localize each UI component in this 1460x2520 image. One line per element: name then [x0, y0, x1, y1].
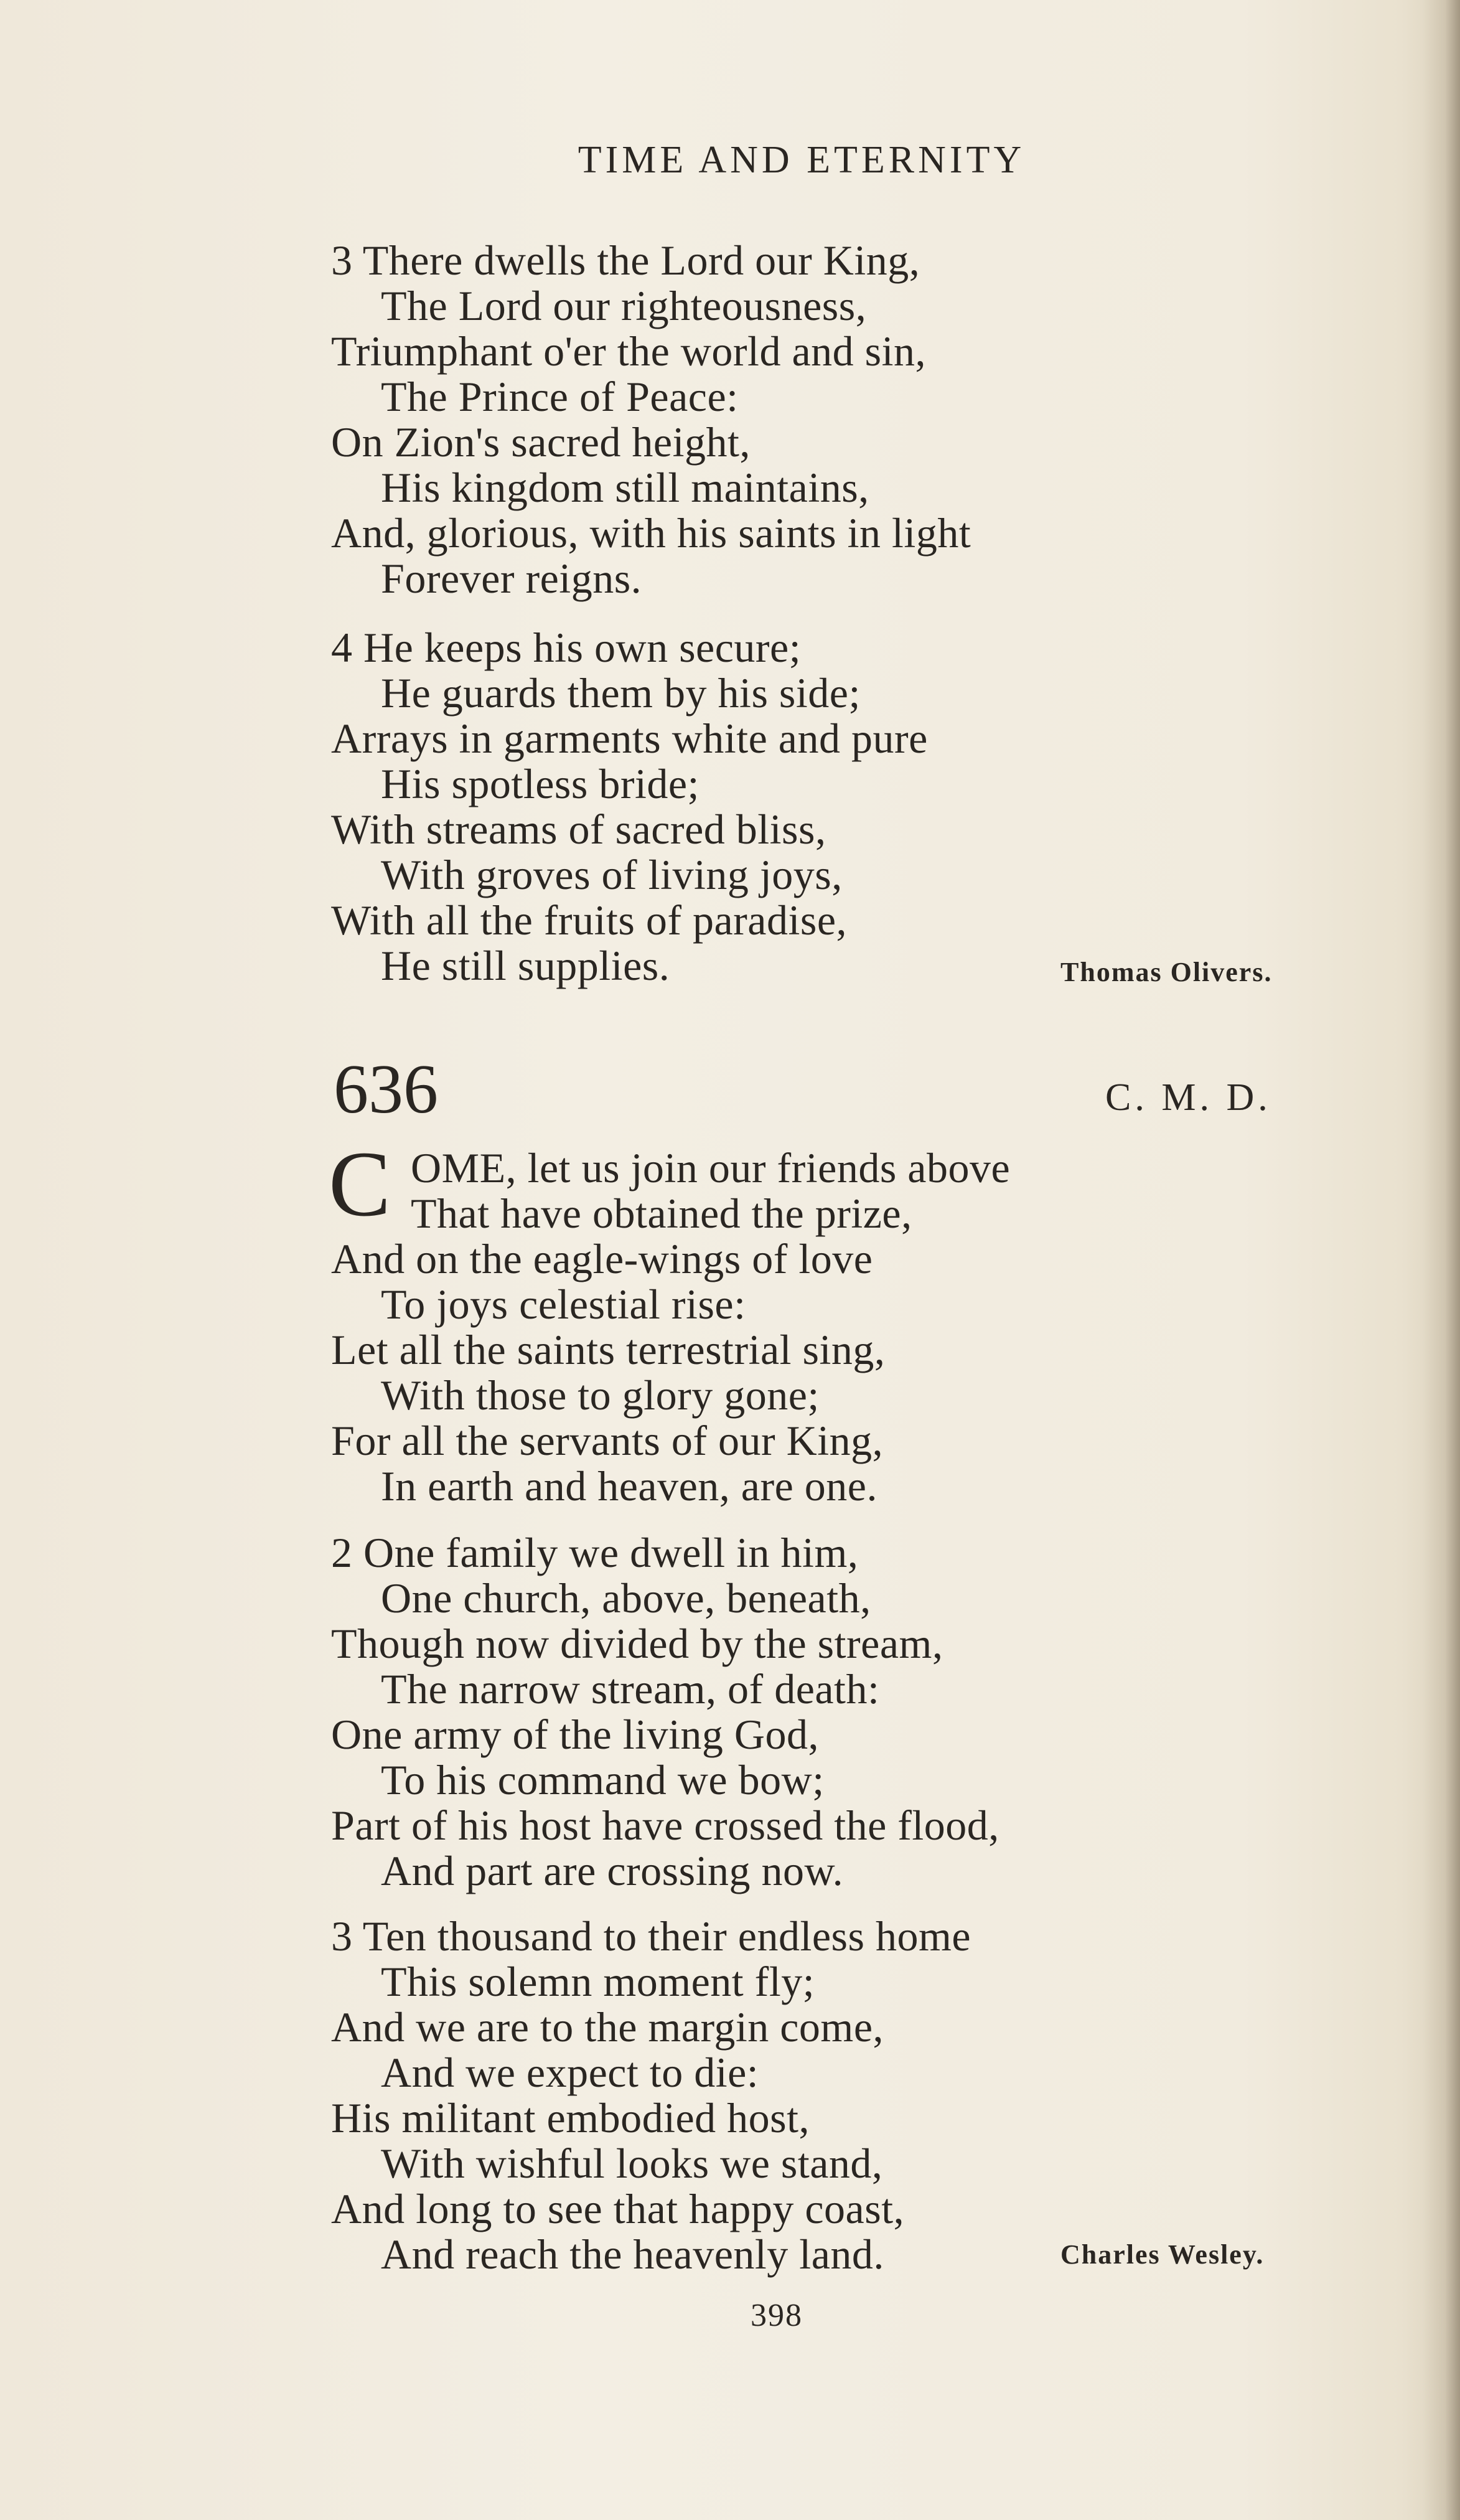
verse-line: Arrays in garments white and pure	[331, 715, 928, 762]
hymn-636-stanza-1-opening	[411, 1145, 1010, 1236]
drop-cap: C	[329, 1132, 391, 1236]
hymn-635-stanza-4	[331, 625, 928, 989]
hymn-636-stanza-3	[331, 1914, 971, 2277]
hymn-636-stanza-2	[331, 1530, 999, 1894]
verse-line: Forever reigns.	[381, 555, 642, 602]
verse-line: For all the servants of our King,	[331, 1417, 884, 1464]
hymn-number: 636	[334, 1051, 438, 1128]
verse-line: To his command we bow;	[381, 1756, 825, 1803]
verse-line: He still supplies.	[381, 942, 670, 989]
verse-line: And part are crossing now.	[381, 1847, 844, 1894]
page-gutter-shadow	[1423, 0, 1460, 2520]
running-head: TIME AND ETERNITY	[578, 139, 1026, 181]
hymn-meter: C. M. D.	[1105, 1076, 1271, 1119]
verse-line: With all the fruits of paradise,	[331, 896, 848, 944]
verse-line: With streams of sacred bliss,	[331, 806, 826, 853]
verse-line: And we are to the margin come,	[331, 2003, 884, 2051]
verse-line: With those to glory gone;	[381, 1371, 820, 1419]
hymn-636-author: Charles Wesley.	[1060, 2239, 1265, 2270]
verse-line: 2 One family we dwell in him,	[331, 1529, 859, 1576]
verse-line: The Prince of Peace:	[381, 373, 739, 420]
verse-line: He guards them by his side;	[381, 669, 861, 717]
verse-line: And long to see that happy coast,	[331, 2185, 905, 2232]
verse-line: The Lord our righteousness,	[381, 282, 867, 329]
verse-line: The narrow stream, of death:	[381, 1665, 880, 1713]
hymn-636-stanza-1	[331, 1236, 885, 1509]
hymn-635-stanza-3	[331, 238, 971, 601]
verse-line: Let all the saints terrestrial sing,	[331, 1326, 886, 1373]
verse-line: With wishful looks we stand,	[381, 2140, 883, 2187]
verse-line: 4 He keeps his own secure;	[331, 624, 802, 671]
page-number: 398	[751, 2298, 803, 2333]
verse-line: To joys celestial rise:	[381, 1281, 746, 1328]
verse-line: On Zion's sacred height,	[331, 418, 751, 466]
verse-line: His kingdom still maintains,	[381, 464, 869, 511]
verse-line: Triumphant o'er the world and sin,	[331, 327, 926, 375]
verse-line: Though now divided by the stream,	[331, 1620, 943, 1667]
verse-line: His spotless bride;	[381, 760, 700, 807]
hymn-635-author: Thomas Olivers.	[1060, 957, 1273, 987]
verse-line: This solemn moment fly;	[381, 1958, 815, 2005]
verse-line: And we expect to die:	[381, 2049, 759, 2096]
verse-line: His militant embodied host,	[331, 2094, 810, 2142]
verse-line: 3 Ten thousand to their endless home	[331, 1912, 971, 1960]
verse-line: Part of his host have crossed the flood,	[331, 1802, 999, 1849]
verse-line: And reach the heavenly land.	[381, 2231, 884, 2278]
verse-line: 3 There dwells the Lord our King,	[331, 237, 920, 284]
verse-line: OME, let us join our friends above	[411, 1144, 1011, 1192]
verse-line: And, glorious, with his saints in light	[331, 509, 971, 557]
verse-line: And on the eagle-wings of love	[331, 1235, 873, 1282]
verse-line: In earth and heaven, are one.	[381, 1462, 877, 1510]
verse-line: That have obtained the prize,	[411, 1190, 912, 1237]
verse-line: With groves of living joys,	[381, 851, 843, 898]
verse-line: One church, above, beneath,	[381, 1574, 871, 1622]
verse-line: One army of the living God,	[331, 1711, 820, 1758]
